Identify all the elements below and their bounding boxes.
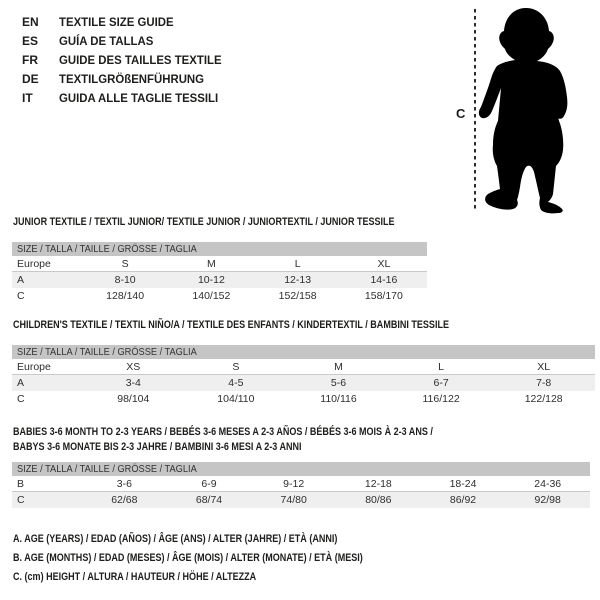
cell-value: 5-6 bbox=[330, 377, 347, 389]
legend-line-c bbox=[13, 571, 310, 583]
cell-value: 7-8 bbox=[536, 377, 552, 389]
legend-line-c-text: C. (cm) HEIGHT / ALTURA / HAUTEUR / HÖHE / ALTEZZA bbox=[13, 571, 257, 583]
legend-line-a bbox=[13, 533, 409, 545]
children-section-heading bbox=[13, 319, 545, 331]
babies-section-heading-line2 bbox=[13, 441, 365, 453]
junior-section-heading-text: JUNIOR TEXTILE / TEXTIL JUNIOR/ TEXTILE JUNIOR / JUNIORTEXTIL / JUNIOR TESSILE bbox=[13, 216, 395, 228]
size-header-text: SIZE / TALLA / TAILLE / GRÖSSE / TAGLIA bbox=[17, 243, 197, 255]
cell-value: XS bbox=[126, 360, 141, 373]
language-row-it bbox=[22, 88, 230, 107]
table-row-europe bbox=[12, 359, 595, 375]
cell-value: 18-24 bbox=[449, 477, 477, 490]
measurement-figure bbox=[452, 4, 592, 216]
table-row-a bbox=[12, 375, 595, 391]
cell-value: XL bbox=[377, 257, 391, 270]
row-label: A bbox=[17, 377, 25, 389]
row-label: A bbox=[17, 274, 25, 286]
cell-value: L bbox=[438, 360, 444, 373]
language-row-en bbox=[22, 12, 230, 31]
cell-value: 3-4 bbox=[125, 377, 141, 389]
legend-line-a-text: A. AGE (YEARS) / EDAD (AÑOS) / ÂGE (ANS) / ALTER (JAHRE) / ETÀ (ANNI) bbox=[13, 533, 338, 545]
cell-value: 158/170 bbox=[364, 290, 403, 302]
cell-value: 62/68 bbox=[111, 494, 138, 506]
cell-value: S bbox=[121, 257, 129, 270]
cell-value: 122/128 bbox=[524, 393, 563, 405]
language-title: GUÍA DE TALLAS bbox=[59, 33, 154, 48]
row-label: B bbox=[17, 477, 25, 490]
children-section-heading-text: CHILDREN'S TEXTILE / TEXTIL NIÑO/A / TEXTILE DES ENFANTS / KINDERTEXTIL / BAMBINI TESSILE bbox=[13, 319, 449, 331]
cell-value: 104/110 bbox=[217, 393, 255, 405]
cell-value: M bbox=[334, 360, 343, 373]
cell-value: L bbox=[294, 257, 301, 270]
cell-value: 110/116 bbox=[320, 393, 357, 405]
babies-size-table bbox=[12, 462, 590, 508]
language-code: FR bbox=[22, 52, 38, 67]
table-row-b bbox=[12, 476, 590, 492]
language-row-de bbox=[22, 69, 230, 88]
language-code: IT bbox=[22, 90, 33, 105]
toddler-silhouette bbox=[468, 4, 588, 216]
cell-value: 9-12 bbox=[283, 477, 305, 490]
cell-value: 74/80 bbox=[280, 494, 307, 506]
row-label: Europe bbox=[17, 257, 51, 270]
cell-value: 116/122 bbox=[422, 393, 460, 405]
cell-value: 86/92 bbox=[449, 494, 477, 506]
language-title: TEXTILGRÖßENFÜHRUNG bbox=[59, 71, 205, 86]
language-row-fr bbox=[22, 50, 230, 69]
cell-value: 140/152 bbox=[192, 290, 231, 302]
babies-section-heading-text1: BABIES 3-6 MONTH TO 2-3 YEARS / BEBÉS 3-6 MESES A 2-3 AÑOS / BÉBÉS 3-6 MOIS À 2-3 ANS / bbox=[13, 426, 433, 438]
cell-value: 24-36 bbox=[534, 477, 562, 490]
junior-table-header bbox=[12, 242, 427, 256]
cell-value: 128/140 bbox=[106, 290, 145, 302]
babies-section-heading-line1 bbox=[13, 426, 525, 438]
language-guide-list bbox=[22, 12, 230, 107]
language-code: ES bbox=[22, 33, 39, 48]
table-row-c bbox=[12, 288, 427, 304]
row-label: C bbox=[17, 393, 25, 405]
table-row-europe bbox=[12, 256, 427, 272]
toddler-silhouette-shape bbox=[479, 8, 568, 213]
cell-value: 80/86 bbox=[365, 494, 392, 506]
language-title: TEXTILE SIZE GUIDE bbox=[59, 14, 174, 29]
cell-value: 12-18 bbox=[364, 477, 392, 490]
row-label: C bbox=[17, 494, 25, 506]
height-measure-label: C bbox=[456, 106, 466, 121]
cell-value: 68/74 bbox=[195, 494, 223, 506]
children-table-header bbox=[12, 345, 595, 359]
cell-value: 152/158 bbox=[278, 290, 317, 302]
cell-value: 98/104 bbox=[117, 393, 150, 405]
language-row-es bbox=[22, 31, 230, 50]
children-size-table bbox=[12, 345, 595, 407]
cell-value: 92/98 bbox=[534, 494, 561, 506]
cell-value: 12-13 bbox=[284, 274, 312, 286]
cell-value: 6-7 bbox=[433, 377, 449, 389]
babies-table-header bbox=[12, 462, 590, 476]
legend-line-b bbox=[13, 552, 440, 564]
language-code: DE bbox=[22, 71, 39, 86]
cell-value: 3-6 bbox=[116, 477, 132, 490]
row-label: Europe bbox=[17, 360, 51, 373]
table-row-a bbox=[12, 272, 427, 288]
table-row-c bbox=[12, 391, 595, 407]
babies-section-heading-text2: BABYS 3-6 MONATE BIS 2-3 JAHRE / BAMBINI 3-6 MESI A 2-3 ANNI bbox=[13, 441, 302, 453]
cell-value: 6-9 bbox=[201, 477, 217, 490]
size-header-text: SIZE / TALLA / TAILLE / GRÖSSE / TAGLIA bbox=[17, 463, 197, 475]
junior-section-heading bbox=[13, 216, 478, 228]
table-row-c bbox=[12, 492, 590, 508]
size-header-text: SIZE / TALLA / TAILLE / GRÖSSE / TAGLIA bbox=[17, 346, 197, 358]
language-title: GUIDE DES TAILLES TEXTILE bbox=[59, 52, 222, 67]
cell-value: 10-12 bbox=[197, 274, 225, 286]
legend-line-b-text: B. AGE (MONTHS) / EDAD (MESES) / ÂGE (MOIS) / ALTER (MONATE) / ETÀ (MESI) bbox=[13, 552, 363, 564]
language-title: GUIDA ALLE TAGLIE TESSILI bbox=[59, 90, 219, 105]
language-code: EN bbox=[22, 14, 39, 29]
cell-value: XL bbox=[537, 360, 551, 373]
cell-value: S bbox=[232, 360, 240, 373]
cell-value: 4-5 bbox=[228, 377, 244, 389]
cell-value: 14-16 bbox=[370, 274, 398, 286]
cell-value: M bbox=[207, 257, 216, 270]
row-label: C bbox=[17, 290, 25, 302]
junior-size-table bbox=[12, 242, 427, 304]
cell-value: 8-10 bbox=[114, 274, 136, 286]
